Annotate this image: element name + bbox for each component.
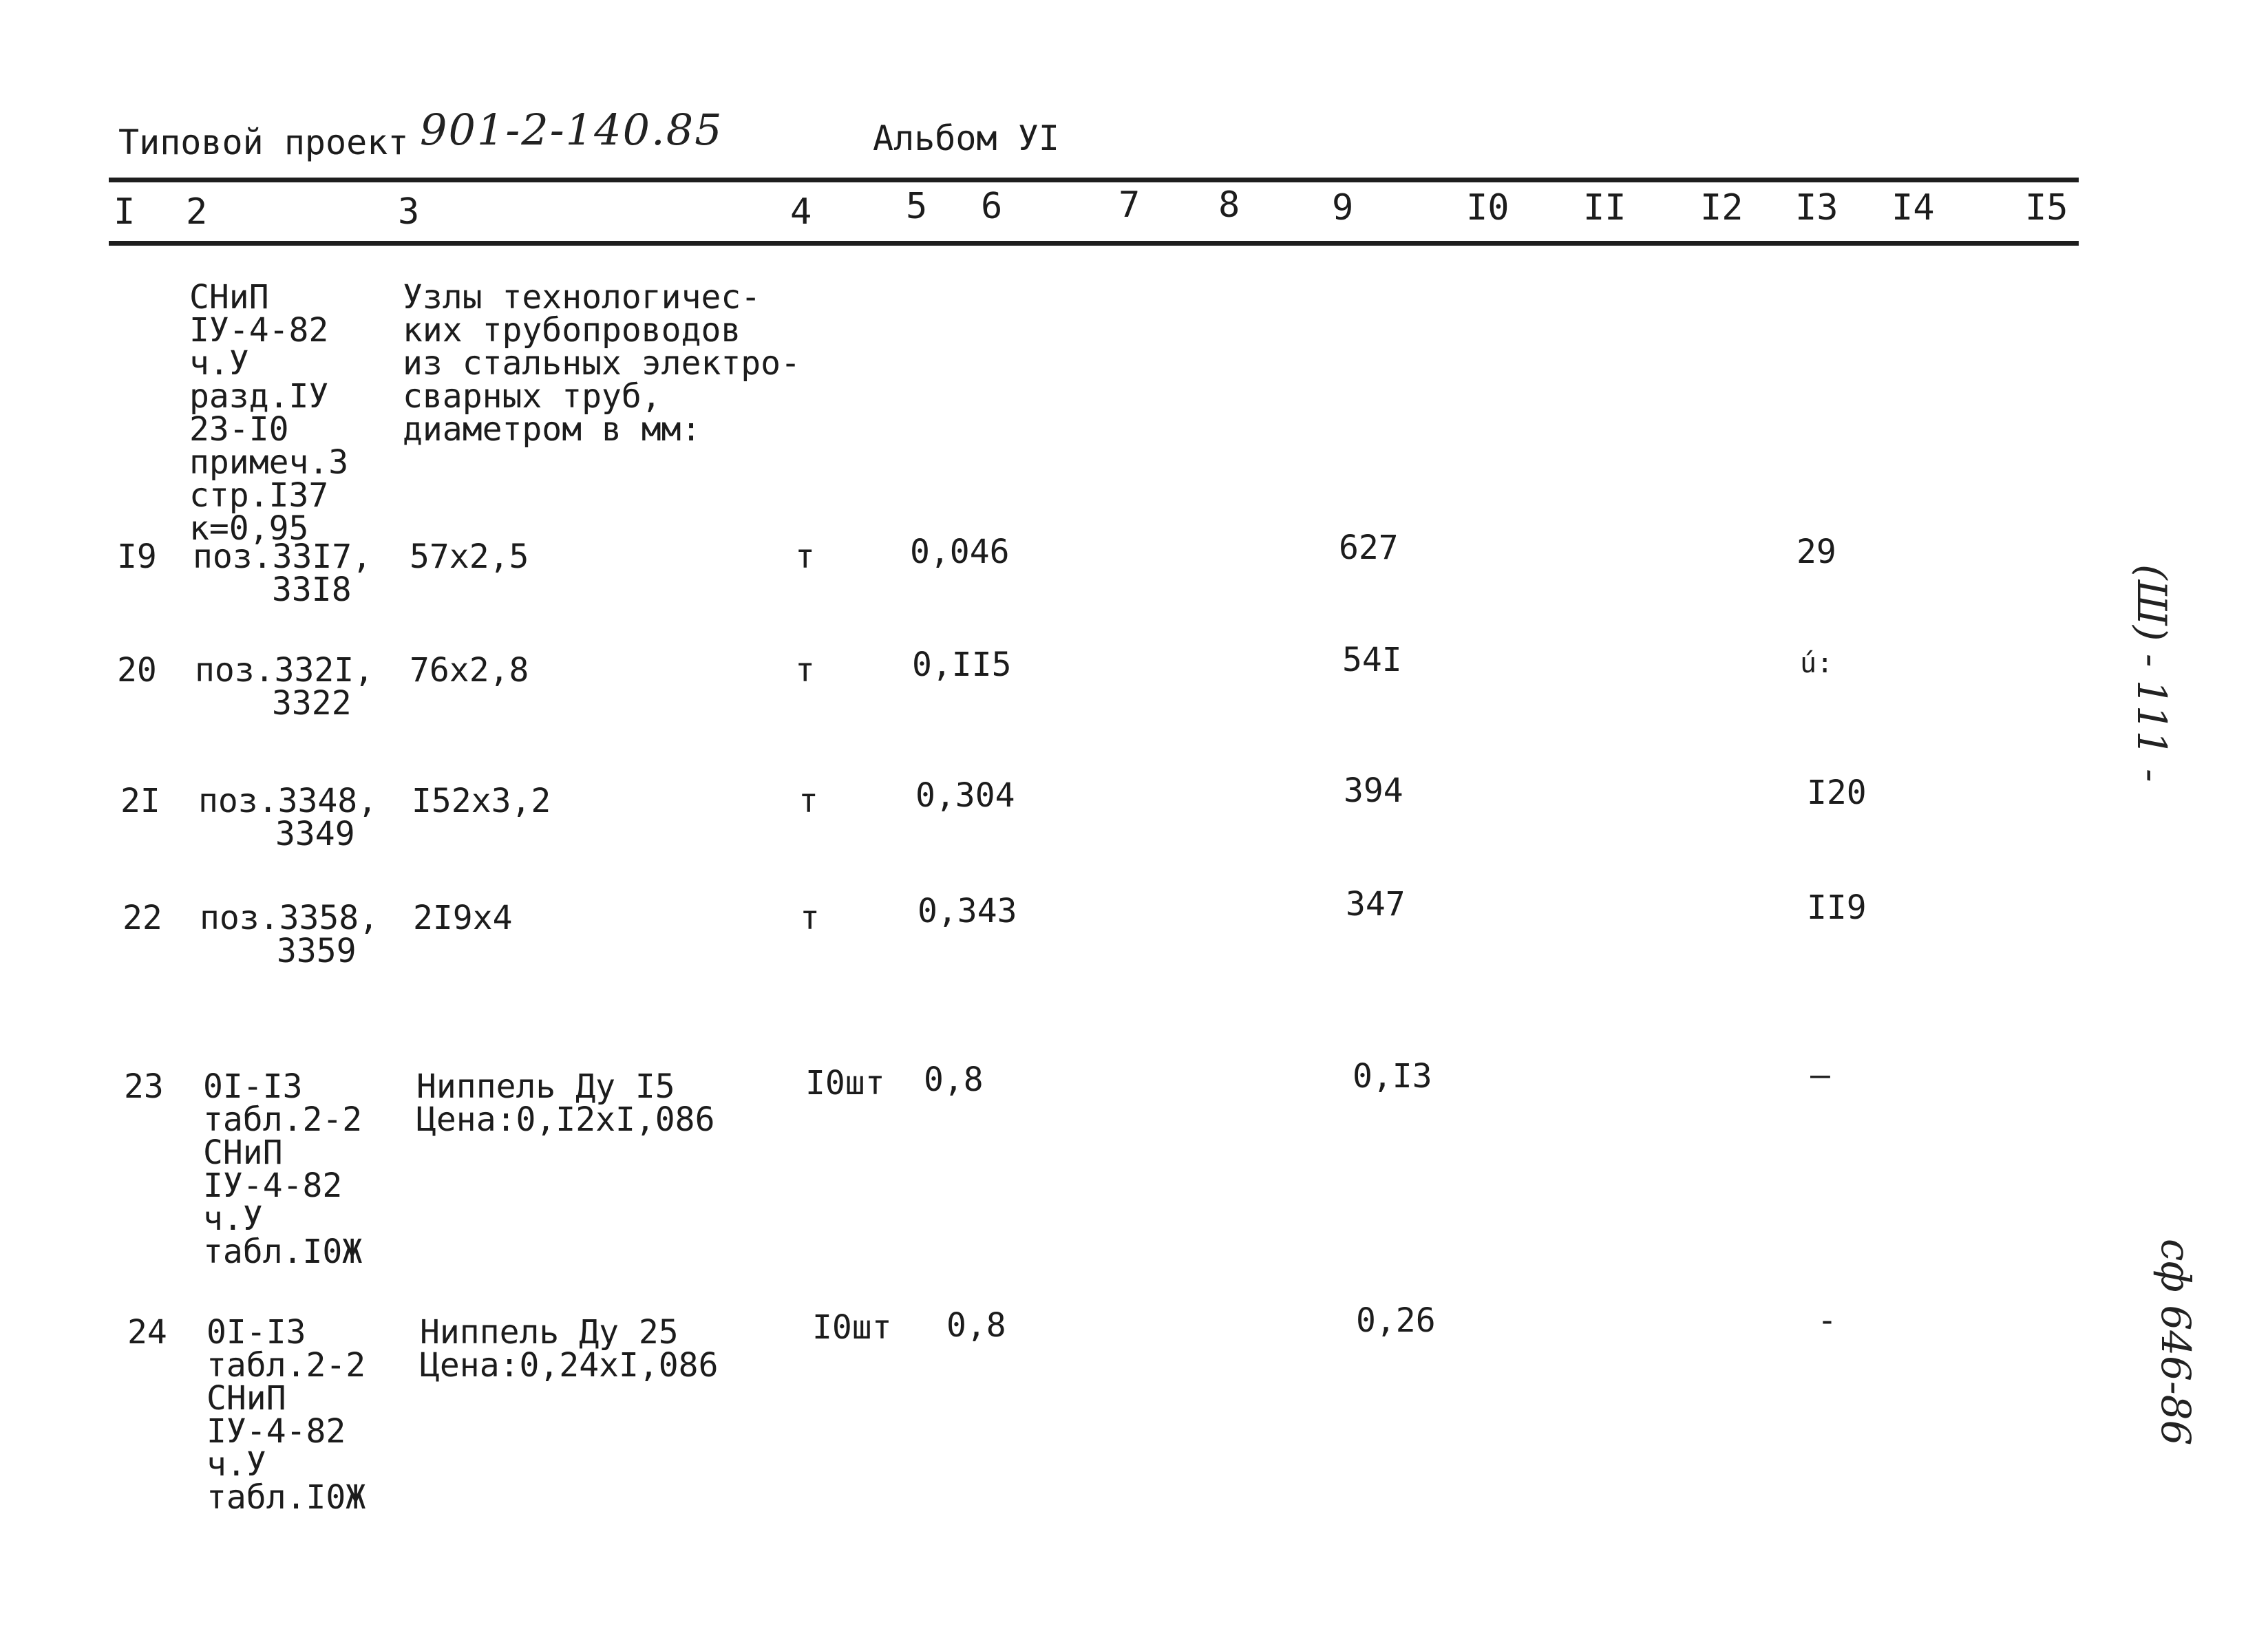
- row-col9-value: 394: [1344, 771, 1403, 810]
- row-number: 2I: [120, 782, 160, 820]
- ref-line: поз.3348,: [198, 782, 378, 820]
- ref-line: примеч.3: [189, 443, 349, 482]
- ref-line: табл.I0Ж: [206, 1478, 366, 1517]
- group-reference: [189, 278, 349, 548]
- header-rule-top: [109, 178, 2079, 182]
- column-number: 4: [790, 191, 812, 233]
- ref-line: IУ-4-82: [189, 311, 329, 350]
- column-number: I3: [1795, 187, 1838, 228]
- row-col5-value: 0,343: [918, 892, 1017, 930]
- column-number: I5: [2025, 187, 2068, 228]
- row-number: I9: [117, 537, 157, 576]
- row-description: [420, 1313, 719, 1385]
- desc-line: Ниппель Ду 25: [420, 1313, 679, 1352]
- row-col9-value: 54I: [1342, 641, 1402, 679]
- ref-line: табл.I0Ж: [203, 1233, 363, 1271]
- ref-line: ч.У: [203, 1199, 263, 1238]
- row-reference: [203, 1067, 363, 1271]
- row-number: 24: [127, 1313, 167, 1352]
- row-description: I52x3,2: [412, 782, 551, 820]
- desc-line: Цена:0,I2xI,086: [416, 1100, 715, 1139]
- column-number: 5: [906, 186, 928, 227]
- row-description: [416, 1067, 715, 1139]
- ref-line: СНиП: [203, 1133, 283, 1172]
- row-description: 57x2,5: [410, 537, 529, 576]
- row-unit: т: [795, 537, 815, 576]
- desc-line: Узлы технологичес-: [403, 278, 761, 317]
- row-unit: т: [800, 899, 820, 937]
- row-col5-value: 0,8: [946, 1306, 1006, 1345]
- ref-line: 3359: [277, 932, 357, 970]
- row-number: 22: [123, 899, 162, 937]
- ref-line: СНиП: [206, 1379, 286, 1418]
- column-number: 7: [1119, 184, 1141, 226]
- row-number: 23: [124, 1067, 164, 1106]
- row-reference: [198, 782, 378, 853]
- row-reference: [193, 537, 372, 609]
- ref-line: 3322: [272, 684, 352, 723]
- row-reference: [206, 1313, 366, 1517]
- row-col5-value: 0,046: [910, 533, 1010, 571]
- ref-line: поз.3358,: [200, 899, 379, 937]
- column-number: 3: [398, 191, 420, 233]
- ref-line: ч.У: [189, 344, 249, 383]
- row-description: 76x2,8: [410, 651, 529, 690]
- row-unit: I0шт: [812, 1308, 892, 1347]
- ref-line: 0I-I3: [203, 1067, 303, 1106]
- column-number: I4: [1891, 187, 1935, 228]
- row-unit: т: [798, 782, 818, 820]
- desc-line: из стальных электро-: [403, 344, 801, 383]
- ref-line: стр.I37: [189, 476, 329, 515]
- desc-line: ких трубопроводов: [403, 311, 741, 350]
- row-col13-value: 29: [1797, 533, 1836, 571]
- row-unit: I0шт: [805, 1064, 885, 1102]
- row-col13-value: II9: [1807, 888, 1867, 927]
- ref-line: ч.У: [206, 1445, 266, 1484]
- group-description: [403, 278, 801, 449]
- desc-line: Цена:0,24xI,086: [420, 1346, 719, 1385]
- ref-line: IУ-4-82: [203, 1166, 343, 1205]
- ref-line: 23-I0: [189, 410, 289, 449]
- row-col9-value: 627: [1339, 529, 1399, 567]
- row-unit: т: [795, 651, 815, 690]
- project-number: 901-2-140.85: [420, 105, 723, 155]
- ref-line: IУ-4-82: [206, 1412, 346, 1451]
- row-col13-value: -: [1817, 1301, 1837, 1340]
- header-rule-bottom: [109, 241, 2079, 246]
- desc-line: Ниппель Ду I5: [416, 1067, 675, 1106]
- row-col5-value: 0,8: [924, 1060, 984, 1099]
- project-label: Типовой проект: [118, 122, 409, 162]
- row-reference: [195, 651, 374, 723]
- ref-line: табл.2-2: [203, 1100, 363, 1139]
- column-number: 6: [981, 186, 1003, 227]
- row-number: 20: [117, 651, 157, 690]
- document-code-note: сф 646-86: [2152, 1239, 2199, 1446]
- ref-line: к=0,95: [189, 509, 309, 548]
- column-number: 8: [1218, 184, 1240, 226]
- row-col13-value: ú:: [1800, 648, 1834, 679]
- ref-line: 3349: [275, 815, 355, 853]
- ref-line: табл.2-2: [206, 1346, 366, 1385]
- ref-line: поз.33I7,: [193, 537, 372, 576]
- desc-line: диаметром в мм:: [403, 410, 701, 449]
- row-col5-value: 0,II5: [912, 646, 1012, 684]
- ref-line: 33I8: [272, 571, 352, 609]
- desc-line: сварных труб,: [403, 377, 661, 416]
- column-number: 9: [1332, 187, 1354, 228]
- column-number: I2: [1700, 187, 1744, 228]
- column-number: I0: [1466, 187, 1509, 228]
- album-label: Альбом УI: [873, 118, 1059, 158]
- ref-line: СНиП: [189, 278, 269, 317]
- column-number: II: [1583, 187, 1626, 228]
- row-col9-value: 0,I3: [1353, 1057, 1432, 1096]
- ref-line: поз.332I,: [195, 651, 374, 690]
- row-col9-value: 0,26: [1356, 1301, 1436, 1340]
- column-number: I: [114, 191, 136, 233]
- row-col13-value: I20: [1807, 774, 1867, 812]
- row-description: 2I9x4: [413, 899, 513, 937]
- row-col13-value: —: [1810, 1056, 1830, 1094]
- ref-line: 0I-I3: [206, 1313, 306, 1352]
- ref-line: разд.IУ: [189, 377, 329, 416]
- row-col5-value: 0,304: [915, 776, 1015, 815]
- row-col9-value: 347: [1346, 885, 1406, 924]
- sheet-number-note: (Ш) - 111 -: [2128, 564, 2175, 782]
- column-number: 2: [186, 191, 208, 233]
- row-reference: [200, 899, 379, 970]
